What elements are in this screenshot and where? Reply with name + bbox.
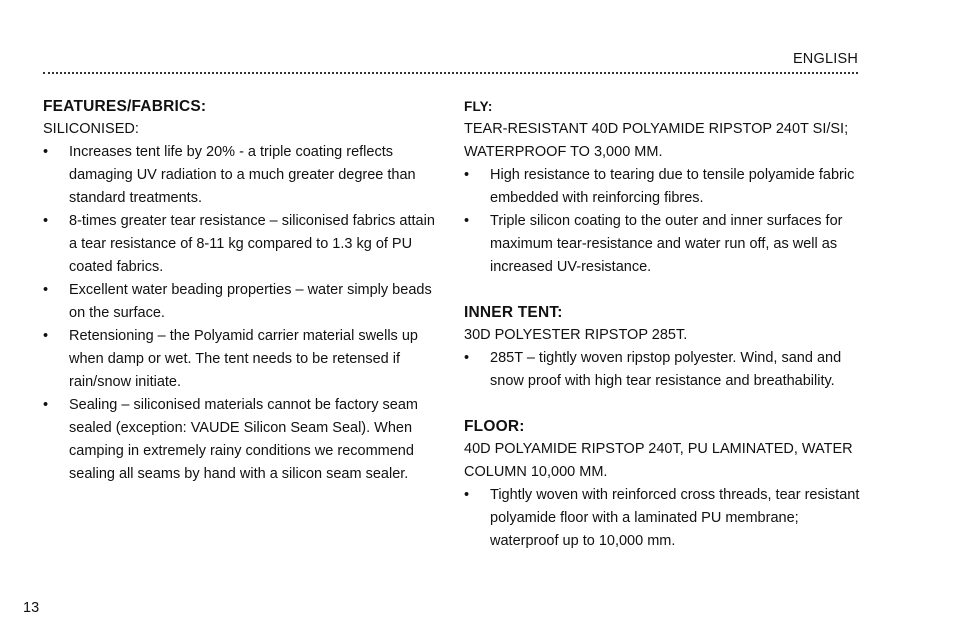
list-item: • Triple silicon coating to the outer and inner surfaces for maximum tear-resistance and water run off, as well as increased UV-resistance.	[464, 210, 864, 279]
fly-section	[464, 95, 864, 279]
fly-spec: TEAR-RESISTANT 40D POLYAMIDE RIPSTOP 240T SI/SI; WATERPROOF TO 3,000 MM.	[464, 121, 849, 160]
floor-list	[464, 484, 864, 553]
list-item: • High resistance to tearing due to tensile polyamide fabric embedded with reinforcing fibres.	[464, 164, 864, 210]
inner-tent-section	[464, 301, 864, 393]
siliconised-subheading: SILICONISED:	[43, 121, 139, 137]
fly-heading: FLY:	[464, 99, 493, 114]
page-number: 13	[23, 600, 40, 616]
floor-spec: 40D POLYAMIDE RIPSTOP 240T, PU LAMINATED, WATER COLUMN 10,000 MM.	[464, 441, 853, 480]
inner-tent-heading: INNER TENT:	[464, 304, 563, 321]
inner-tent-list	[464, 347, 864, 393]
list-item: • Tightly woven with reinforced cross threads, tear resistant polyamide floor with a laminated PU membrane; waterproof up to 10,000 mm.	[464, 484, 864, 553]
dotted-divider	[43, 72, 858, 74]
floor-heading: FLOOR:	[464, 418, 525, 435]
language-label: ENGLISH	[792, 51, 858, 67]
list-item: • Sealing – siliconised materials cannot be factory seam sealed (exception: VAUDE Silicon Seam Seal). When camping in extremely rainy conditions we recommend sealing all seams by hand with a silicon seam sealer.	[43, 394, 443, 486]
features-list	[43, 141, 443, 486]
list-item: • Retensioning – the Polyamid carrier material swells up when damp or wet. The tent needs to be retensed if rain/snow initiate.	[43, 325, 443, 394]
fly-list	[464, 164, 864, 279]
list-item: • Increases tent life by 20% - a triple coating reflects damaging UV radiation to a much greater degree than standard treatments.	[43, 141, 443, 210]
floor-section	[464, 415, 864, 553]
list-item: • Excellent water beading properties – water simply beads on the surface.	[43, 279, 443, 325]
list-item: • 285T – tightly woven ripstop polyester. Wind, sand and snow proof with high tear resistance and breathability.	[464, 347, 864, 393]
right-column	[464, 95, 864, 553]
left-column	[43, 95, 443, 486]
features-heading: FEATURES/FABRICS:	[43, 98, 207, 115]
inner-tent-spec: 30D POLYESTER RIPSTOP 285T.	[464, 327, 688, 343]
list-item: • 8-times greater tear resistance – siliconised fabrics attain a tear resistance of 8-11 kg compared to 1.3 kg of PU coated fabrics.	[43, 210, 443, 279]
